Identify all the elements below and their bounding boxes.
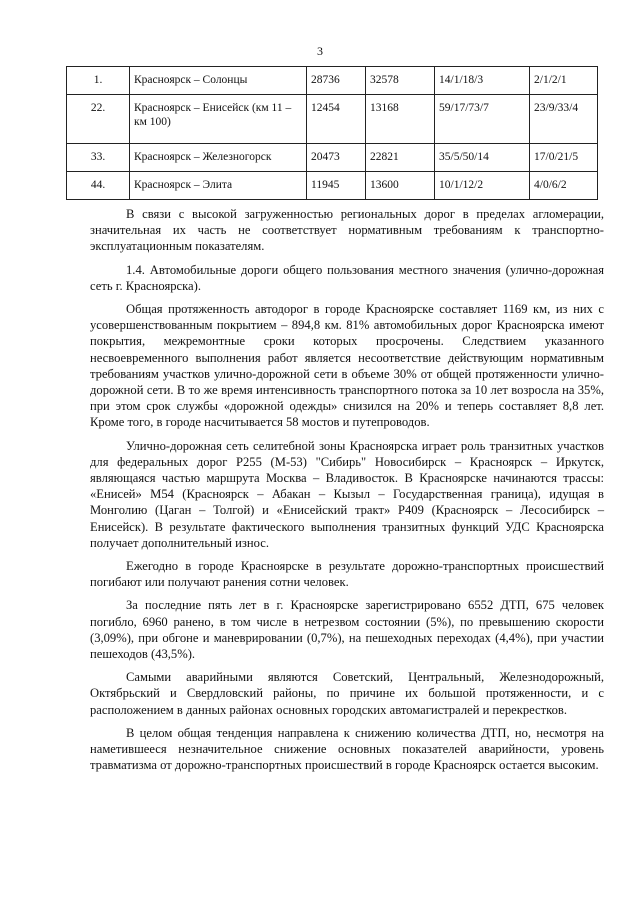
paragraph: Ежегодно в городе Красноярске в результате дорожно-транспортных происшествий погибают или получают ранения сотни человек. [90, 559, 604, 590]
row-number: 44. [67, 172, 130, 200]
table-row [67, 67, 598, 95]
value-cell: 11945 [307, 172, 366, 200]
route-name: Красноярск – Элита [130, 172, 307, 200]
value-cell: 4/0/6/2 [530, 172, 598, 200]
value-cell: 12454 [307, 95, 366, 144]
paragraph: Общая протяженность автодорог в городе Красноярске составляет 1169 км, из них с усовершенствованным покрытием – 894,8 км. 81% автомобильных дорог Красноярска имеют покрытия, межремонтные сроки которых просрочены. Следствием указанного несвоевременного выполнения работ является несоответствие действующим нормативным требованиям участков улично-дорожной сети в объеме 30% от общей протяженности улично-дорожной сети. В то же время интенсивность транспортного потока за 10 лет возросла на 35%, при этом срок службы «дорожной одежды» снизился на 20% и теперь составляет 8,8 лет. Кроме того, в городе насчитывается 58 мостов и путепроводов. [90, 302, 604, 430]
paragraph: Улично-дорожная сеть селитебной зоны Красноярска играет роль транзитных участков для федеральных дорог Р255 (М-53) "Сибирь" Новосибирск – Красноярск – Иркутск, являющаяся частью маршрута Москва – Владивосток. В Красноярске начинаются трассы: «Енисей» М54 (Красноярск – Абакан – Кызыл – Государственная граница), идущая в Монголию (Цаган – Толгой) и «Енисейский тракт» Р409 (Красноярск – Лесосибирск – Енисейск). В результате фактического выполнения транзитных функций УДС Красноярска получает дополнительный износ. [90, 438, 604, 550]
value-cell: 22821 [366, 144, 435, 172]
row-number: 1. [67, 67, 130, 95]
route-name: Красноярск – Енисейск (км 11 – км 100) [130, 95, 307, 144]
paragraph: За последние пять лет в г. Красноярске зарегистрировано 6552 ДТП, 675 человек погибло, 6960 ранено, в том числе в нетрезвом состоянии (5%), по превышению скорости (3,09%), при обгоне и маневрировании (0,7%), на пешеходных переходах (4,4%), при участии пешеходов (43,5%). [90, 598, 604, 662]
value-cell: 32578 [366, 67, 435, 95]
paragraph: Самыми аварийными являются Советский, Центральный, Железнодорожный, Октябрьский и Свердловский районы, по причине их большой протяженности, и с расположением в данных районах основных городских автомагистралей и перекрестков. [90, 670, 604, 717]
page-number: 3 [317, 44, 323, 58]
value-cell: 59/17/73/7 [435, 95, 530, 144]
table-row [67, 144, 598, 172]
value-cell: 10/1/12/2 [435, 172, 530, 200]
value-cell: 23/9/33/4 [530, 95, 598, 144]
value-cell: 35/5/50/14 [435, 144, 530, 172]
value-cell: 28736 [307, 67, 366, 95]
paragraph: В связи с высокой загруженностью региональных дорог в пределах агломерации, значительная их часть не соответствует нормативным требованиям к транспортно-эксплуатационным показателям. [90, 207, 604, 254]
table-row [67, 172, 598, 200]
value-cell: 20473 [307, 144, 366, 172]
value-cell: 14/1/18/3 [435, 67, 530, 95]
table-row [67, 95, 598, 144]
value-cell: 13168 [366, 95, 435, 144]
route-name: Красноярск – Солонцы [130, 67, 307, 95]
route-name: Красноярск – Железногорск [130, 144, 307, 172]
row-number: 22. [67, 95, 130, 144]
section-heading: 1.4. Автомобильные дороги общего пользования местного значения (улично-дорожная сеть г. Красноярска). [90, 262, 604, 293]
roads-table [66, 66, 598, 200]
row-number: 33. [67, 144, 130, 172]
value-cell: 17/0/21/5 [530, 144, 598, 172]
paragraph: В целом общая тенденция направлена к снижению количества ДТП, но, несмотря на наметившееся незначительное снижение основных показателей аварийности, уровень травматизма от дорожно-транспортных происшествий в городе Красноярск остается высоким. [90, 725, 604, 773]
body-text [90, 206, 604, 781]
value-cell: 13600 [366, 172, 435, 200]
value-cell: 2/1/2/1 [530, 67, 598, 95]
